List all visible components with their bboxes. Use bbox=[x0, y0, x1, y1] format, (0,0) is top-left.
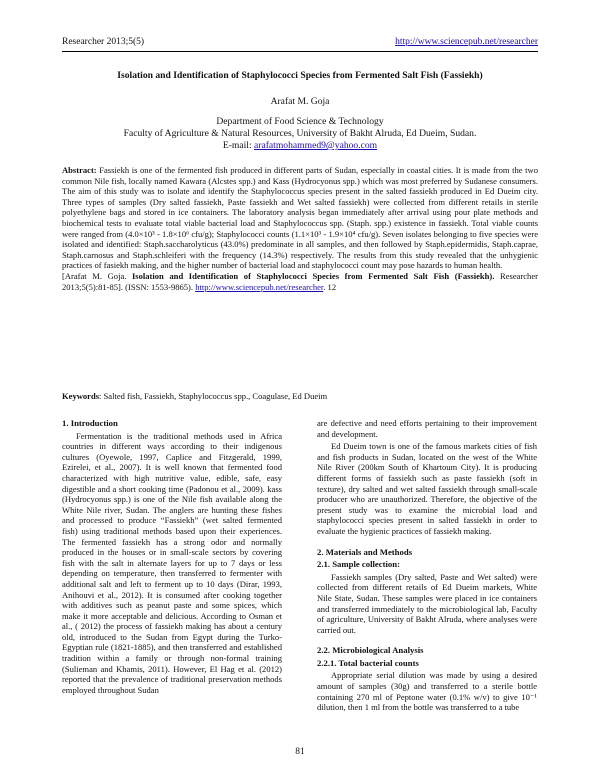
citation bbox=[62, 271, 538, 292]
intro-paragraph-3: Ed Dueim town is one of the famous markets cities of fish and fish products in Sudan, located on the west of the White Nile River (200km South of Khartoum City). It is producing different forms of fassiekh such as paste fassiekh (soft in texture), dry salted and wet salted fassiekh through small-scale producer who are unauthorized. Therefore, the objective of the present study was to examine the microbial load and staphylococci species present in salted fassiekh in order to evaluate the hygienic practices of fassiekh making. bbox=[317, 441, 537, 536]
keywords-label: Keywords bbox=[62, 391, 100, 401]
faculty: Faculty of Agriculture & Natural Resources, University of Bakht Alruda, Ed Dueim, Sudan. bbox=[123, 128, 477, 139]
email-label: E-mail: bbox=[222, 140, 255, 151]
sample-collection-heading: 2.1. Sample collection: bbox=[317, 559, 401, 570]
journal-citation: Researcher 2013;5(5) bbox=[62, 37, 145, 47]
department: Department of Food Science & Technology bbox=[216, 116, 384, 127]
intro-paragraph-2: are defective and need efforts pertaining to their improvement and development. bbox=[317, 418, 537, 439]
intro-heading: 1. Introduction bbox=[62, 418, 118, 428]
journal-url-link[interactable]: http://www.sciencepub.net/researcher bbox=[395, 37, 538, 47]
citation-post: . 12 bbox=[323, 281, 337, 292]
author-name: Arafat M. Goja bbox=[270, 96, 330, 107]
citation-mid: Researcher 2013;5(5):81-85]. (ISSN: 1553-9865). bbox=[62, 270, 538, 292]
email-line bbox=[62, 140, 538, 152]
left-column bbox=[62, 418, 282, 697]
intro-paragraph-1: Fermentation is the traditional methods used in Africa countries in different ways according to their indigenous cultures (Oyewole, 1997, Caplice and Fitzgerald, 1999, Ezirelei, et al., 2007). It is well known that fermented food characterized with high nutritive value, edible, safe, easy digestible and a short cooking time (Padonou et al., 2009). kass (Hydrocyonus spp.) is one of the Nile fish available along the White Nile river, Sudan. The anglers are hunting these fishes and processed to produce “Fassiekh” (wet salted fermented fish) using traditional methods based upon their experiences. The fermented fassiekh has a strong odor and normally produced in the houses or in small-scale sectors by covering fish with the salt in alternate layers for up to 7 days or less depending on temperature, then transferred to fermenter with additional salt and left to ferment up to 10 days (Dirar, 1993, Anihouvi et al., 2012). It is consumed after cooking together with additives such as peanut paste and some spices, which make it more acceptable and delicious. According to Osman et al., ( 2012) the process of fassiekh making has about a century old, introduced to the Sudan from Egypt during the Turko-Egyptian rule (1821-1885), and then transferred and established tradition within a family or through non-formal training (Sulieman and Khamis, 2011). However, El Hag et al. (2012) reported that the prevalence of traditional preservation methods employed throughout Sudan bbox=[62, 430, 282, 695]
total-counts-heading: 2.2.1. Total bacterial counts bbox=[317, 657, 419, 668]
abstract-text: Fassiekh is one of the fermented fish produced in different parts of Sudan, especially in coastal cities. It is made from the two common Nile fish, locally named Kawara (Alcstes spp.) and Kass (Hydrocyonus spp.) which was most preferred by Sudanese consumers. The aim of this study was to isolate and identify the Staphylococcus species present in the salted fassiekh produced in Ed Dueim city. Three types of samples (Dry salted fassiekh, Paste fassiekh and Wet salted fassiekh) were collected from different retails in sterile polyethylene bags and stored in ice containers. The laboratory analysis began immediately after arrival using pour plate methods and biochemical tests to evaluate total viable bacterial load and Staphylococcus spp. (Staph. spp.) existence in fassiekh. Total viable counts were ranged from (4.0×10³ - 1.8×10⁶ cfu/g); Staphylococci counts (1.1×10³ - 1.9×10⁴ cfu/g). Seven isolates belonging to five species were isolated and identified: Staph.saccharolyticus (43.0%) predominate in all samples, and then followed by Staph.epidermidis, Staph.caprae, Staph.carnosus and Staph.schleiferi with the frequency (14.3%) respectively. The results from this study revealed that the unhygienic practices of fasiekh making, and the higher number of bacterial load and staphylococci count may pose hazards to human health. bbox=[62, 165, 538, 271]
citation-link[interactable]: http://www.sciencepub.net/researcher bbox=[195, 281, 324, 292]
abstract-lead: Abstract: bbox=[62, 165, 97, 175]
affiliation-block bbox=[62, 116, 538, 152]
email-link[interactable]: arafatmohammed9@yahoo.com bbox=[254, 140, 378, 151]
citation-pre: [Arafat M. Goja. bbox=[62, 270, 132, 281]
citation-title: Isolation and Identification of Staphylococci Species from Fermented Salt Fish (Fassiekh). bbox=[131, 270, 495, 281]
keywords-text: : Salted fish, Fassiekh, Staphylococcus spp., Coagulase, Ed Dueim bbox=[99, 391, 328, 401]
methods-heading: 2. Materials and Methods bbox=[317, 546, 413, 557]
micro-analysis-heading: 2.2. Microbiological Analysis bbox=[317, 645, 424, 656]
abstract-block bbox=[62, 165, 538, 292]
running-header bbox=[62, 37, 538, 52]
methods-paragraph-2: Appropriate serial dilution was made by using a desired amount of samples (30g) and transferred to a sterile bottle containing 270 ml of Peptone water (0.1% w/v) to give 10⁻¹ dilution, then 1 ml from the bottle was transferred to a tube bbox=[317, 670, 537, 713]
right-column bbox=[317, 418, 537, 715]
paper-title: Isolation and Identification of Staphylococci Species from Fermented Salt Fish (Fassiekh) bbox=[117, 70, 483, 81]
page-number: 81 bbox=[295, 747, 305, 757]
methods-paragraph-1: Fassiekh samples (Dry salted, Paste and Wet salted) were collected from different retails of Ed Dueim markets, White Nile State, Sudan. These samples were placed in ice containers and transferred immediately to the microbiological lab, Faculty of agriculture, University of Bakht Alruda, where analyses were carried out. bbox=[317, 571, 537, 635]
keywords-line bbox=[62, 391, 538, 402]
